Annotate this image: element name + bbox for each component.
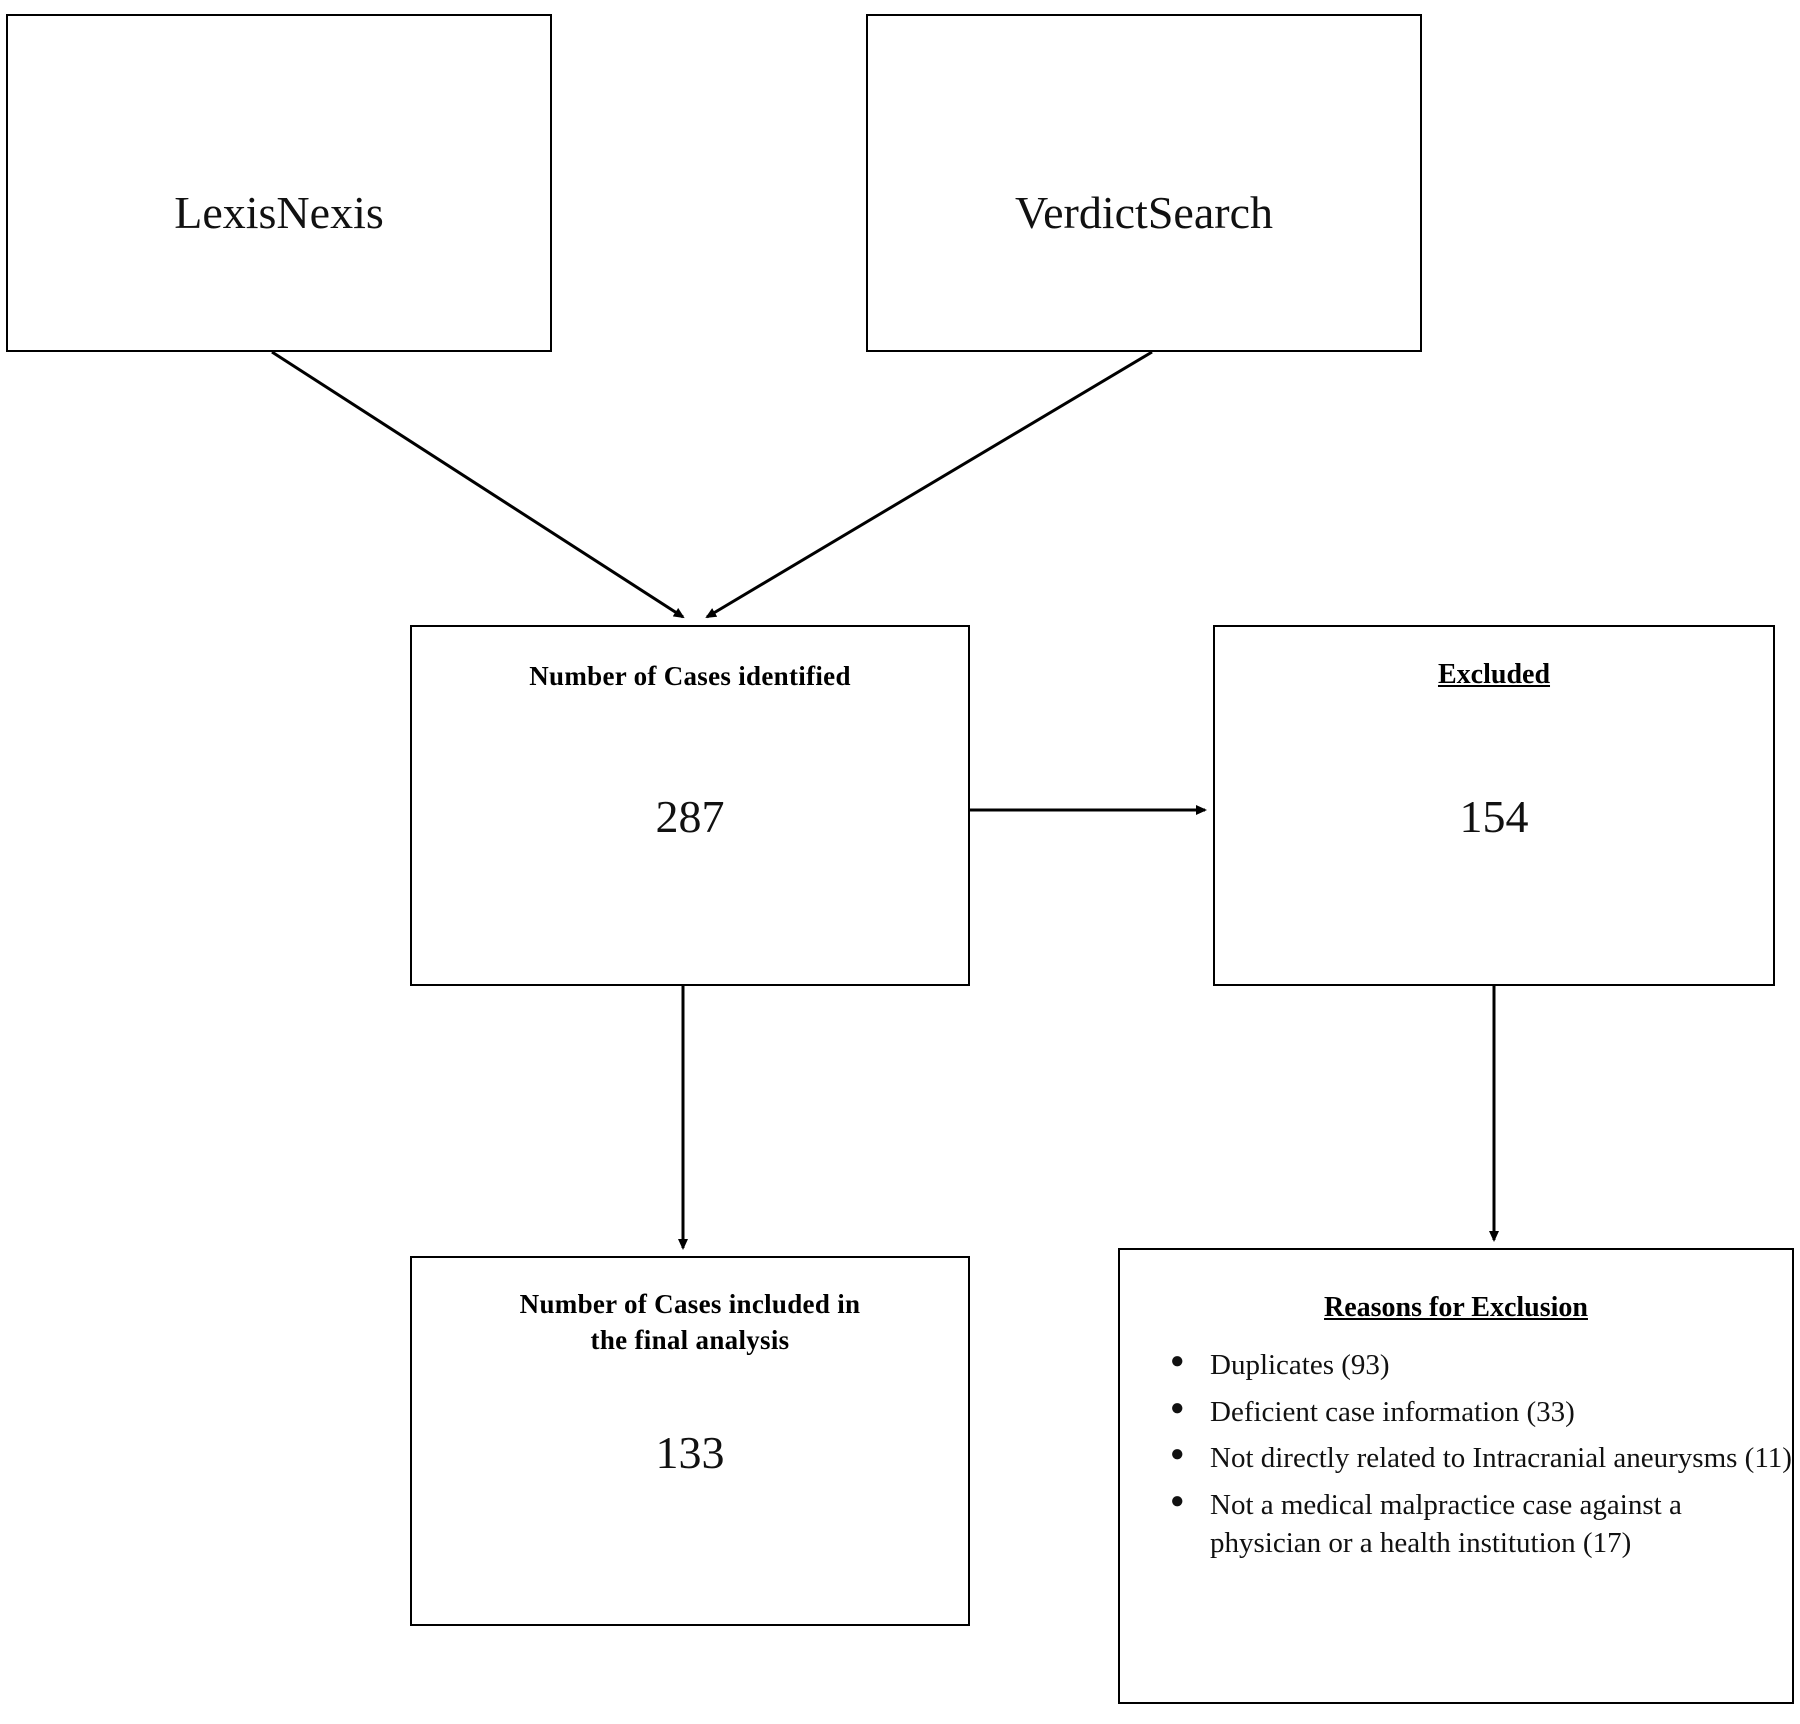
reasons-list xyxy=(1120,1346,1792,1571)
node-source-verdictsearch-label: VerdictSearch xyxy=(1015,187,1273,238)
list-item-label: Duplicates (93) xyxy=(1210,1349,1390,1381)
node-excluded-title: Excluded xyxy=(1437,659,1551,690)
bullet-icon: ● xyxy=(1170,1487,1185,1514)
bullet-icon: ● xyxy=(1170,1394,1185,1421)
node-cases-included-title-line1: Number of Cases included in xyxy=(519,1289,861,1319)
node-cases-identified-count: 287 xyxy=(655,791,725,842)
node-cases-included[interactable] xyxy=(410,1256,970,1626)
list-item xyxy=(1170,1439,1792,1478)
node-excluded[interactable] xyxy=(1213,625,1775,986)
node-source-lexisnexis-label: LexisNexis xyxy=(174,187,384,238)
list-item xyxy=(1170,1393,1792,1432)
list-item xyxy=(1170,1346,1792,1385)
list-item xyxy=(1170,1486,1792,1563)
node-cases-included-count: 133 xyxy=(655,1427,725,1478)
list-item-label: Deficient case information (33) xyxy=(1210,1395,1575,1428)
bullet-icon: ● xyxy=(1170,1441,1185,1468)
node-cases-included-title-line2: the final analysis xyxy=(590,1325,790,1355)
list-item-label: Not a medical malpractice case against a physician or a health institution (17) xyxy=(1210,1488,1682,1560)
node-cases-identified[interactable] xyxy=(410,625,970,986)
node-cases-identified-title: Number of Cases identified xyxy=(529,661,851,691)
node-source-lexisnexis[interactable] xyxy=(6,14,552,352)
node-excluded-count: 154 xyxy=(1459,791,1529,842)
node-reasons-for-exclusion[interactable] xyxy=(1118,1248,1794,1704)
node-reasons-title: Reasons for Exclusion xyxy=(1324,1292,1588,1323)
bullet-icon: ● xyxy=(1170,1348,1185,1374)
list-item-label: Not directly related to Intracranial aneurysms (11) xyxy=(1210,1442,1792,1475)
node-source-verdictsearch[interactable] xyxy=(866,14,1422,352)
